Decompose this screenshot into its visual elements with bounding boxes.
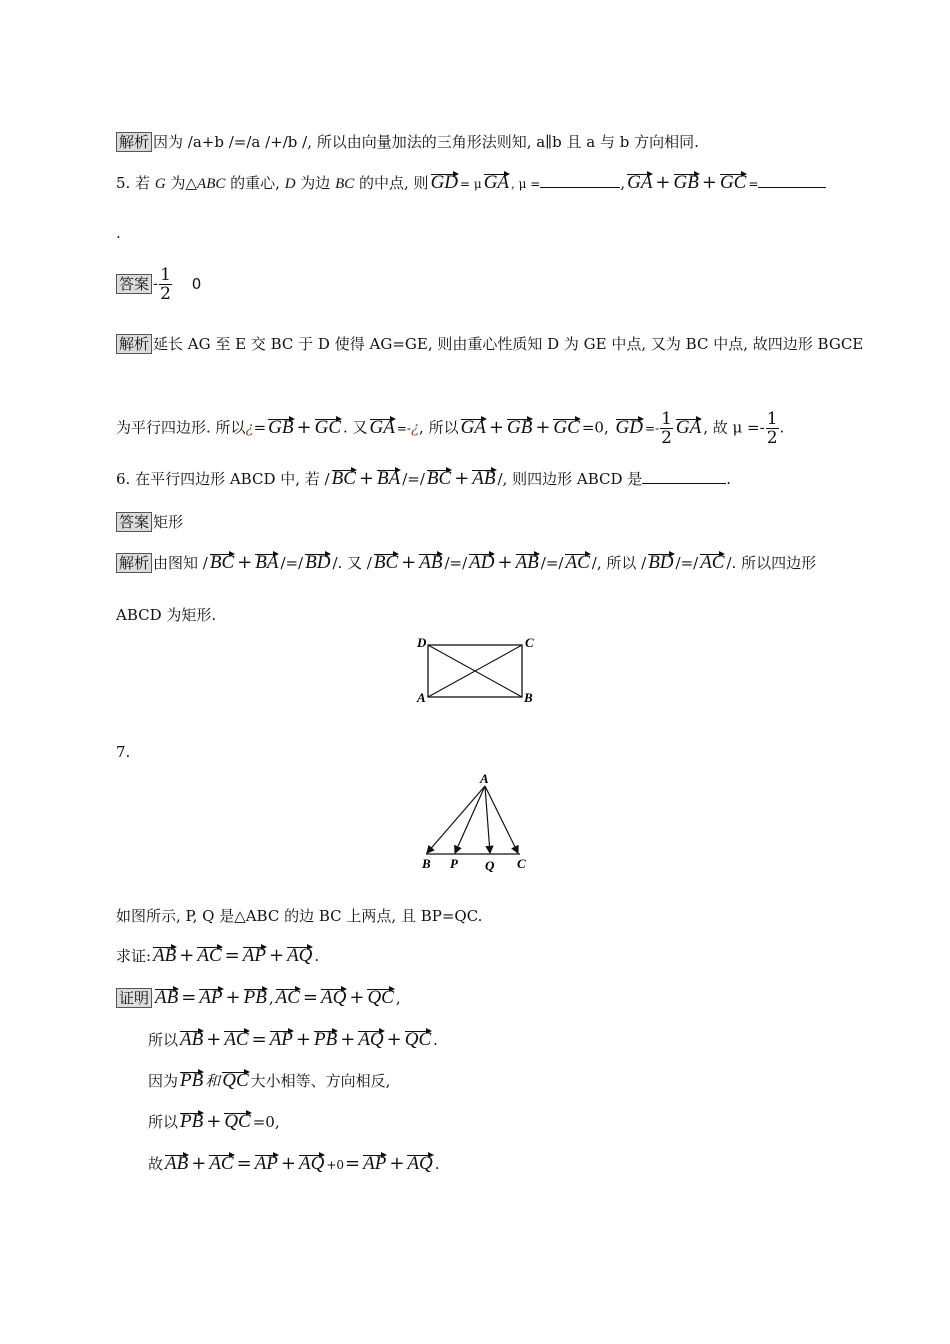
missing-glyph: ¿	[245, 418, 254, 437]
text: 大小相等、方向相反,	[250, 1072, 391, 1090]
vector-bd: BD	[305, 552, 331, 573]
vector-aq-line	[485, 786, 490, 853]
text: =0,	[581, 418, 609, 437]
vector-ab: AB	[165, 1153, 189, 1174]
q5-text: 的重心,	[225, 174, 285, 192]
proof-line-4: 所以 PB + QC =0,	[148, 1111, 280, 1132]
q5-d: D	[284, 176, 296, 192]
text: 所以	[148, 1031, 179, 1049]
vector-qc: QC	[367, 987, 394, 1008]
question-6: 6. 在平行四边形 ABCD 中, 若 / BC + BA /=/ BC + AB /, 则四边形 ABCD 是 .	[116, 468, 732, 489]
vector-ap: AP	[242, 945, 266, 966]
vector-aq: AQ	[299, 1153, 325, 1174]
label-c: C	[517, 856, 526, 871]
text: =-	[644, 421, 660, 436]
vector-qc: QC	[222, 1070, 249, 1091]
vector-ab: AB	[155, 987, 179, 1008]
text: /=/	[675, 554, 699, 572]
vector-bc: BC	[209, 552, 235, 573]
answer-5	[116, 266, 201, 303]
text: /, 则四边形 ABCD 是	[497, 470, 643, 488]
vector-ab: AB	[153, 945, 177, 966]
proof-line-3	[148, 1070, 390, 1093]
label-a: A	[480, 771, 489, 786]
q5-bc: BC	[335, 176, 355, 192]
answer-blank	[540, 173, 620, 188]
vector-ab: AB	[419, 552, 443, 573]
text: /=/	[402, 470, 425, 488]
analysis-tag: 解析	[116, 132, 152, 152]
proof-line-5: 故 AB + AC = AP + AQ +0= AP + AQ .	[148, 1153, 440, 1174]
vector-ga: GA	[460, 416, 486, 438]
vector-qc: QC	[404, 1029, 432, 1050]
question-5: 5. 若 G 为△ABC 的重心, D 为边 BC 的中点, 则 GD = μ GA , μ = , GA + GB + GC =	[116, 172, 826, 195]
vector-qc: QC	[224, 1111, 251, 1132]
fraction	[159, 266, 172, 303]
vector-ac: AC	[565, 552, 590, 573]
q5-text: 为△	[165, 174, 198, 192]
vector-ac: AC	[700, 552, 725, 573]
vector-gc: GC	[719, 172, 747, 193]
question-number: 5.	[116, 174, 131, 192]
fraction	[766, 410, 779, 447]
text: 由图知 /	[153, 554, 208, 572]
vector-ba: BA	[255, 552, 279, 573]
text: =0,	[252, 1113, 280, 1131]
vector-bc: BC	[331, 468, 356, 489]
vector-gb: GB	[507, 416, 533, 438]
text: /=/	[444, 554, 468, 572]
q5-eq: = μ	[460, 177, 482, 191]
q5-eq: =	[748, 177, 759, 191]
vector-ap: AP	[254, 1153, 278, 1174]
vector-bc: BC	[426, 468, 452, 489]
vector-gb: GB	[268, 416, 294, 438]
q5-text: 为边	[295, 174, 336, 192]
text: /, 所以 /	[591, 554, 647, 572]
vector-aq: AQ	[321, 987, 347, 1008]
text: .	[726, 470, 732, 488]
answer-6	[116, 511, 183, 533]
vector-ap-line	[455, 786, 485, 853]
question-7-text: 如图所示, P, Q 是△ABC 的边 BC 上两点, 且 BP=QC.	[116, 907, 483, 925]
text: 和	[205, 1074, 221, 1090]
vector-aq: AQ	[407, 1153, 433, 1174]
q5-mu: , μ =	[511, 177, 541, 191]
vector-ac: AC	[275, 987, 300, 1008]
denominator: 2	[160, 284, 171, 304]
vector-pb: PB	[314, 1029, 338, 1050]
label-b: B	[422, 856, 431, 871]
vector-aq: AQ	[287, 945, 313, 966]
text: .	[779, 418, 785, 437]
analysis-5-cont: 为平行四边形. 所以¿= GB + GC . 又 GA =-¿, 所以 GA + GB + GC =0, GD =- $\frac{1}{2}$ GA , 故 μ =- $\frac{1}{2}$ .	[116, 409, 785, 448]
text: , 所以	[419, 418, 459, 437]
vector-ap: AP	[363, 1153, 387, 1174]
vector-ga: GA	[627, 172, 653, 193]
text: /. 又 /	[332, 554, 372, 572]
q5-text: 若	[135, 174, 155, 192]
vector-gb: GB	[673, 172, 699, 193]
q5-dot: .	[116, 224, 121, 242]
numerator: 1	[766, 409, 778, 429]
fraction: $\frac{1}{2}$	[661, 409, 672, 448]
answer-tag: 答案	[116, 274, 152, 294]
vector-aq: AQ	[358, 1029, 384, 1050]
answer-tag: 答案	[116, 512, 152, 532]
q5-g: G	[154, 176, 166, 192]
label-p: P	[450, 856, 458, 871]
minus-sign: -	[153, 274, 159, 293]
analysis-tag: 解析	[116, 553, 152, 573]
vector-ac: AC	[224, 1029, 249, 1050]
denominator: 2	[766, 428, 778, 448]
vector-ab: AB	[180, 1029, 204, 1050]
answer-text: 矩形	[153, 513, 184, 531]
vector-bc: BC	[373, 552, 399, 573]
text: /=/	[280, 554, 304, 572]
text: =-	[396, 421, 411, 436]
vector-gd: GD	[615, 416, 643, 438]
text: 所以	[148, 1113, 179, 1131]
vector-ap: AP	[199, 987, 223, 1008]
proof-line-2: 所以 AB + AC = AP + PB + AQ + QC .	[148, 1029, 438, 1050]
q5-text: 的中点, 则	[354, 174, 429, 192]
text: . 又	[343, 418, 368, 437]
vector-pb: PB	[180, 1111, 204, 1132]
analysis-5	[116, 333, 863, 355]
analysis-6-cont: ABCD 为矩形.	[116, 606, 217, 624]
text: +0	[326, 1158, 345, 1172]
text: /. 所以四边形	[726, 554, 817, 572]
text: 故	[148, 1155, 164, 1173]
question-7-number: 7.	[116, 743, 131, 761]
text: 为平行四边形. 所以	[116, 418, 246, 437]
vector-ad: AD	[469, 552, 495, 573]
vector-ac: AC	[197, 945, 222, 966]
label-b: B	[524, 690, 533, 705]
analysis-text: 因为 /a+b /=/a /+/b /, 所以由向量加法的三角形法则知, a∥b 且 a 与 b 方向相同.	[153, 133, 699, 151]
text: , 故 μ =-	[703, 418, 765, 437]
vector-ga: GA	[675, 416, 702, 438]
vector-pb: PB	[180, 1070, 204, 1091]
text: /=/	[540, 554, 564, 572]
label-d: D	[417, 635, 427, 650]
proof-line-1: 证明 AB = AP + PB , AC = AQ + QC ,	[116, 987, 401, 1009]
answer-blank	[758, 173, 826, 188]
vector-gc: GC	[314, 416, 341, 438]
text: 因为	[148, 1072, 179, 1090]
vector-ga: GA	[369, 416, 395, 438]
vector-ba: BA	[377, 468, 401, 489]
vector-ab: AB	[472, 468, 496, 489]
analysis-text: 延长 AG 至 E 交 BC 于 D 使得 AG=GE, 则由重心性质知 D 为 GE 中点, 又为 BC 中点, 故四边形 BGCE	[153, 335, 864, 353]
numerator: 1	[160, 265, 171, 285]
triangle-figure	[414, 770, 538, 874]
prove-label: 求证:	[116, 947, 152, 965]
vector-ga: GA	[483, 172, 510, 193]
answer-blank	[642, 469, 726, 484]
label-c: C	[525, 635, 534, 650]
prove-line: 求证: AB + AC = AP + AQ .	[116, 945, 320, 966]
proof-tag: 证明	[116, 988, 152, 1008]
label-q: Q	[485, 858, 495, 873]
answer-zero: 0	[191, 274, 202, 293]
analysis-line-4	[116, 131, 699, 153]
vector-ab: AB	[515, 552, 539, 573]
text: 6. 在平行四边形 ABCD 中, 若 /	[116, 470, 330, 488]
q5-abc: ABC	[197, 176, 226, 192]
vector-ac: AC	[209, 1153, 234, 1174]
rectangle-figure	[410, 632, 540, 708]
label-a: A	[417, 690, 426, 705]
vector-ap: AP	[269, 1029, 293, 1050]
vector-bd: BD	[648, 552, 674, 573]
q5-text: ,	[620, 174, 626, 192]
analysis-tag: 解析	[116, 334, 152, 354]
text: =	[253, 418, 267, 437]
vector-gd: GD	[430, 172, 459, 193]
analysis-6: 解析 由图知 / BC + BA /=/ BD /. 又 / BC + AB /=/ AD + AB /=/ AC /, 所以 / BD /=/ AC /. 所以四边形	[116, 552, 816, 574]
vector-ac-line	[485, 786, 518, 853]
vector-ab-line	[427, 786, 485, 853]
vector-gc: GC	[553, 416, 580, 438]
vector-pb: PB	[243, 987, 267, 1008]
